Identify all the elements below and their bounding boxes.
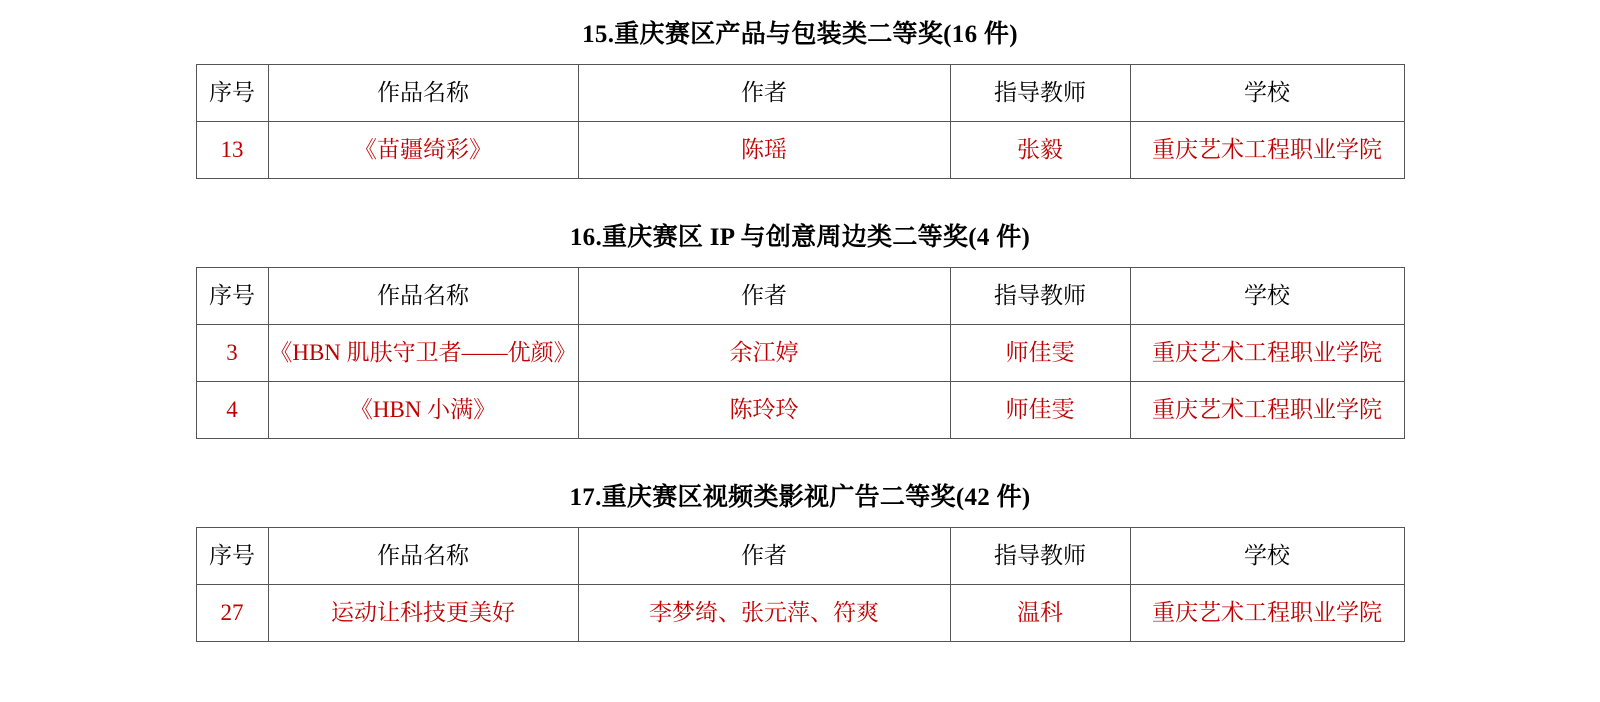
cell-school: 重庆艺术工程职业学院 [1130, 382, 1404, 439]
document-page [0, 14, 1600, 702]
cell-no: 4 [196, 382, 268, 439]
cell-no: 3 [196, 325, 268, 382]
column-header-teacher: 指导教师 [950, 65, 1130, 122]
award-table [196, 64, 1405, 179]
cell-name: 《苗疆绮彩》 [268, 122, 578, 179]
award-section-16 [0, 217, 1600, 439]
award-table [196, 527, 1405, 642]
column-header-school: 学校 [1130, 528, 1404, 585]
cell-no: 13 [196, 122, 268, 179]
column-header-teacher: 指导教师 [950, 268, 1130, 325]
cell-school: 重庆艺术工程职业学院 [1130, 122, 1404, 179]
cell-teacher: 张毅 [950, 122, 1130, 179]
table-row [196, 325, 1404, 382]
cell-no: 27 [196, 585, 268, 642]
cell-author: 陈瑶 [578, 122, 950, 179]
column-header-author: 作者 [578, 268, 950, 325]
cell-name: 运动让科技更美好 [268, 585, 578, 642]
cell-name: 《HBN 肌肤守卫者——优颜》 [268, 325, 578, 382]
column-header-no: 序号 [196, 65, 268, 122]
cell-name: 《HBN 小满》 [268, 382, 578, 439]
cell-teacher: 温科 [950, 585, 1130, 642]
cell-author: 陈玲玲 [578, 382, 950, 439]
column-header-no: 序号 [196, 268, 268, 325]
cell-teacher: 师佳雯 [950, 382, 1130, 439]
table-header-row [196, 65, 1404, 122]
cell-school: 重庆艺术工程职业学院 [1130, 585, 1404, 642]
table-row [196, 585, 1404, 642]
column-header-name: 作品名称 [268, 65, 578, 122]
cell-author: 李梦绮、张元萍、符爽 [578, 585, 950, 642]
table-wrapper [0, 64, 1600, 179]
section-title: 15.重庆赛区产品与包装类二等奖(16 件) [582, 21, 1018, 48]
column-header-name: 作品名称 [268, 268, 578, 325]
award-section-15 [0, 14, 1600, 179]
column-header-author: 作者 [578, 65, 950, 122]
column-header-name: 作品名称 [268, 528, 578, 585]
table-row [196, 122, 1404, 179]
award-table [196, 267, 1405, 439]
cell-teacher: 师佳雯 [950, 325, 1130, 382]
column-header-school: 学校 [1130, 65, 1404, 122]
cell-school: 重庆艺术工程职业学院 [1130, 325, 1404, 382]
column-header-teacher: 指导教师 [950, 528, 1130, 585]
award-section-17 [0, 477, 1600, 642]
column-header-no: 序号 [196, 528, 268, 585]
table-header-row [196, 528, 1404, 585]
table-header-row [196, 268, 1404, 325]
column-header-author: 作者 [578, 528, 950, 585]
section-title: 16.重庆赛区 IP 与创意周边类二等奖(4 件) [569, 224, 1031, 251]
section-title: 17.重庆赛区视频类影视广告二等奖(42 件) [569, 484, 1031, 511]
table-row [196, 382, 1404, 439]
table-wrapper [0, 527, 1600, 642]
cell-author: 余江婷 [578, 325, 950, 382]
table-wrapper [0, 267, 1600, 439]
column-header-school: 学校 [1130, 268, 1404, 325]
